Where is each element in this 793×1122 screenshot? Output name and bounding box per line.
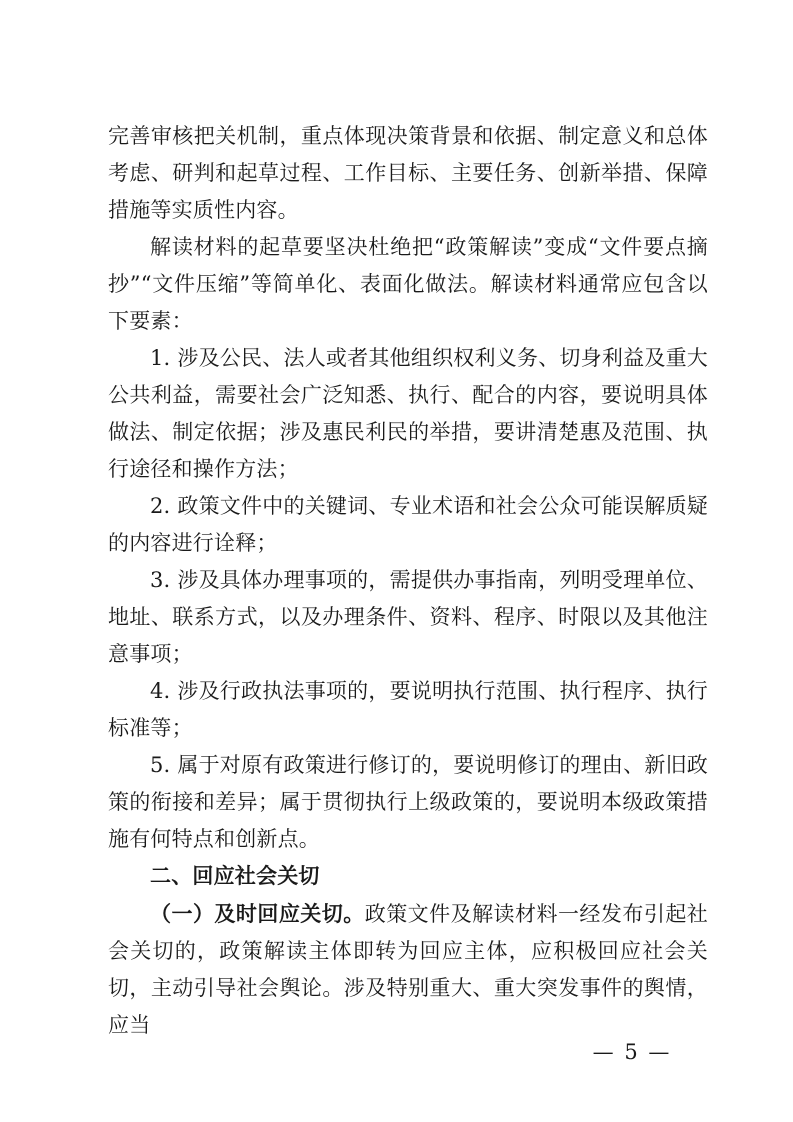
document-body: [108, 118, 708, 1044]
paragraph-continuation: 完善审核把关机制，重点体现决策背景和依据、制定意义和总体考虑、研判和起草过程、工作目标、主要任务、创新举措、保障措施等实质性内容。: [108, 124, 708, 222]
list-item-1: 1. 涉及公民、法人或者其他组织权利义务、切身利益及重大公共利益，需要社会广泛知悉、执行、配合的内容，要说明具体做法、制定依据；涉及惠民利民的举措，要讲清楚惠及范围、执行途径和操作方法；: [108, 346, 708, 481]
section-heading-respond-social-concerns: 二、回应社会关切: [150, 864, 320, 888]
paragraph-timely-response-text: 政策文件及解读材料一经发布引起社会关切的，政策解读主体即转为回应主体，应积极回应社会关切，主动引导社会舆论。涉及特别重大、重大突发事件的舆情，应当: [108, 902, 708, 1037]
paragraph-timely-response: [108, 895, 708, 1044]
list-item-5: 5. 属于对原有政策进行修订的，要说明修订的理由、新旧政策的衔接和差异；属于贯彻执行上级政策的，要说明本级政策措施有何特点和创新点。: [108, 753, 708, 851]
sub-heading-timely-response: （一）及时回应关切。: [150, 901, 365, 926]
list-item-3: 3. 涉及具体办理事项的，需提供办事指南，列明受理单位、地址、联系方式，以及办理条件、资料、程序、时限以及其他注意事项；: [108, 568, 708, 666]
page-number: — 5 —: [592, 1040, 672, 1064]
paragraph-interpretation-materials: 解读材料的起草要坚决杜绝把“政策解读”变成“文件要点摘抄”“文件压缩”等简单化、表面化做法。解读材料通常应包含以下要素：: [108, 235, 708, 333]
list-item-2: 2. 政策文件中的关键词、专业术语和社会公众可能误解质疑的内容进行诠释；: [108, 494, 708, 555]
list-item-4: 4. 涉及行政执法事项的，要说明执行范围、执行程序、执行标准等；: [108, 679, 708, 740]
